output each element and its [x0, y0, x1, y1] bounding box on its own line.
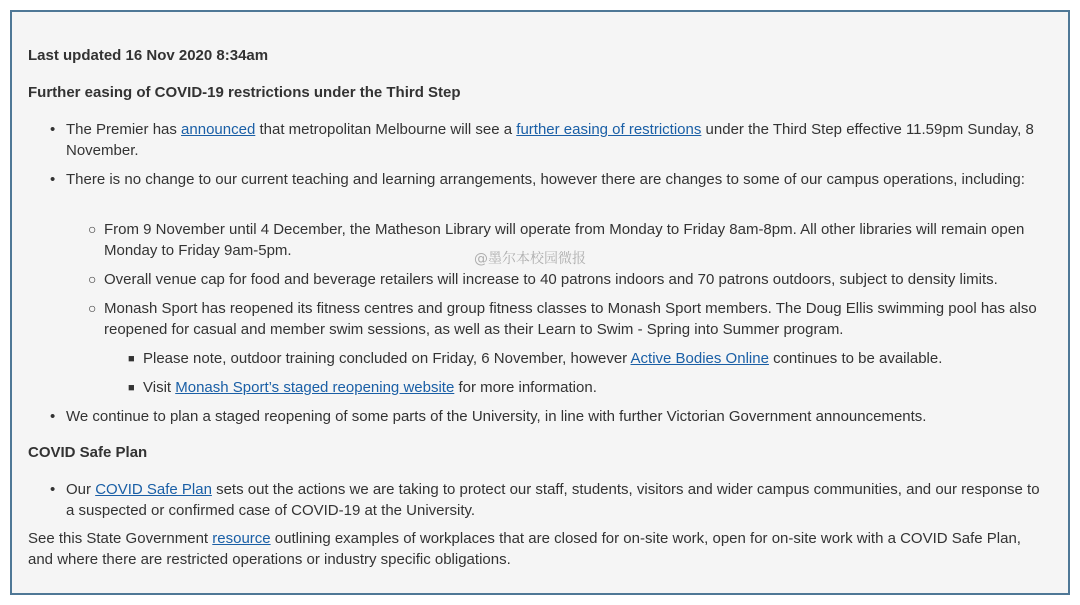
- list-item: ○ Overall venue cap for food and beverage retailers will increase to 40 patrons indoors and 70 patrons outdoors, subject to density limits.: [88, 271, 998, 288]
- bullet-square-icon: ■: [128, 382, 135, 394]
- further-easing-link[interactable]: further easing of restrictions: [516, 121, 702, 138]
- list-item: ○ Monash Sport has reopened its fitness centres and group fitness classes to Monash Sport members. The Doug Ellis swimming pool has also reopened for casual and member swim sessions, as well as their Learn to Swim - Spring into Summer program.: [88, 300, 1037, 338]
- section-heading-third-step: Further easing of COVID-19 restrictions under the Third Step: [28, 84, 461, 101]
- bullet-circle-icon: ○: [88, 221, 97, 237]
- list-item: ■ Visit Monash Sport’s staged reopening website for more information.: [143, 377, 1050, 398]
- active-bodies-online-link[interactable]: Active Bodies Online: [630, 350, 769, 367]
- last-updated: Last updated 16 Nov 2020 8:34am: [28, 47, 269, 64]
- list-item: • There is no change to our current teaching and learning arrangements, however there are changes to some of our campus operations, including:: [50, 171, 1025, 188]
- list-item: • We continue to plan a staged reopening of some parts of the University, in line with further Victorian Government announcements.: [50, 408, 927, 425]
- bullet-disc-icon: •: [50, 171, 56, 188]
- bullet-square-icon: ■: [128, 353, 135, 365]
- covid-safe-plan-link[interactable]: COVID Safe Plan: [95, 481, 212, 498]
- bullet-circle-icon: ○: [88, 271, 97, 287]
- watermark: @墨尔本校园微报: [474, 251, 586, 267]
- resource-link[interactable]: resource: [212, 530, 271, 547]
- section-heading-covid-safe-plan: COVID Safe Plan: [28, 444, 148, 461]
- announced-link[interactable]: announced: [181, 121, 256, 138]
- bullet-disc-icon: •: [50, 408, 56, 425]
- resource-paragraph: See this State Government resource outlining examples of workplaces that are closed for on-site work, open for on-site work with a COVID Safe Plan, and where there are restricted operations or industry specific obligations.: [28, 530, 1021, 568]
- bullet-disc-icon: •: [50, 481, 56, 498]
- bullet-disc-icon: •: [50, 121, 56, 138]
- monash-sport-reopening-link[interactable]: Monash Sport’s staged reopening website: [175, 379, 455, 396]
- list-item: • The Premier has announced that metropolitan Melbourne will see a further easing of restrictions under the Third Step effective 11.59pm Sunday, 8 November.: [50, 121, 1034, 159]
- list-item: ■ Please note, outdoor training concluded on Friday, 6 November, however Active Bodies Online continues to be available.: [143, 348, 1050, 369]
- notice-panel: [10, 10, 1070, 595]
- list-item: • Our COVID Safe Plan sets out the actions we are taking to protect our staff, students, visitors and wider campus communities, and our response to a suspected or confirmed case of COVID-19 at the University.: [50, 481, 1040, 519]
- list-item: ○ From 9 November until 4 December, the Matheson Library will operate from Monday to Friday 8am-8pm. All other libraries will remain open Monday to Friday 9am-5pm.: [88, 221, 1025, 259]
- bullet-circle-icon: ○: [88, 300, 97, 316]
